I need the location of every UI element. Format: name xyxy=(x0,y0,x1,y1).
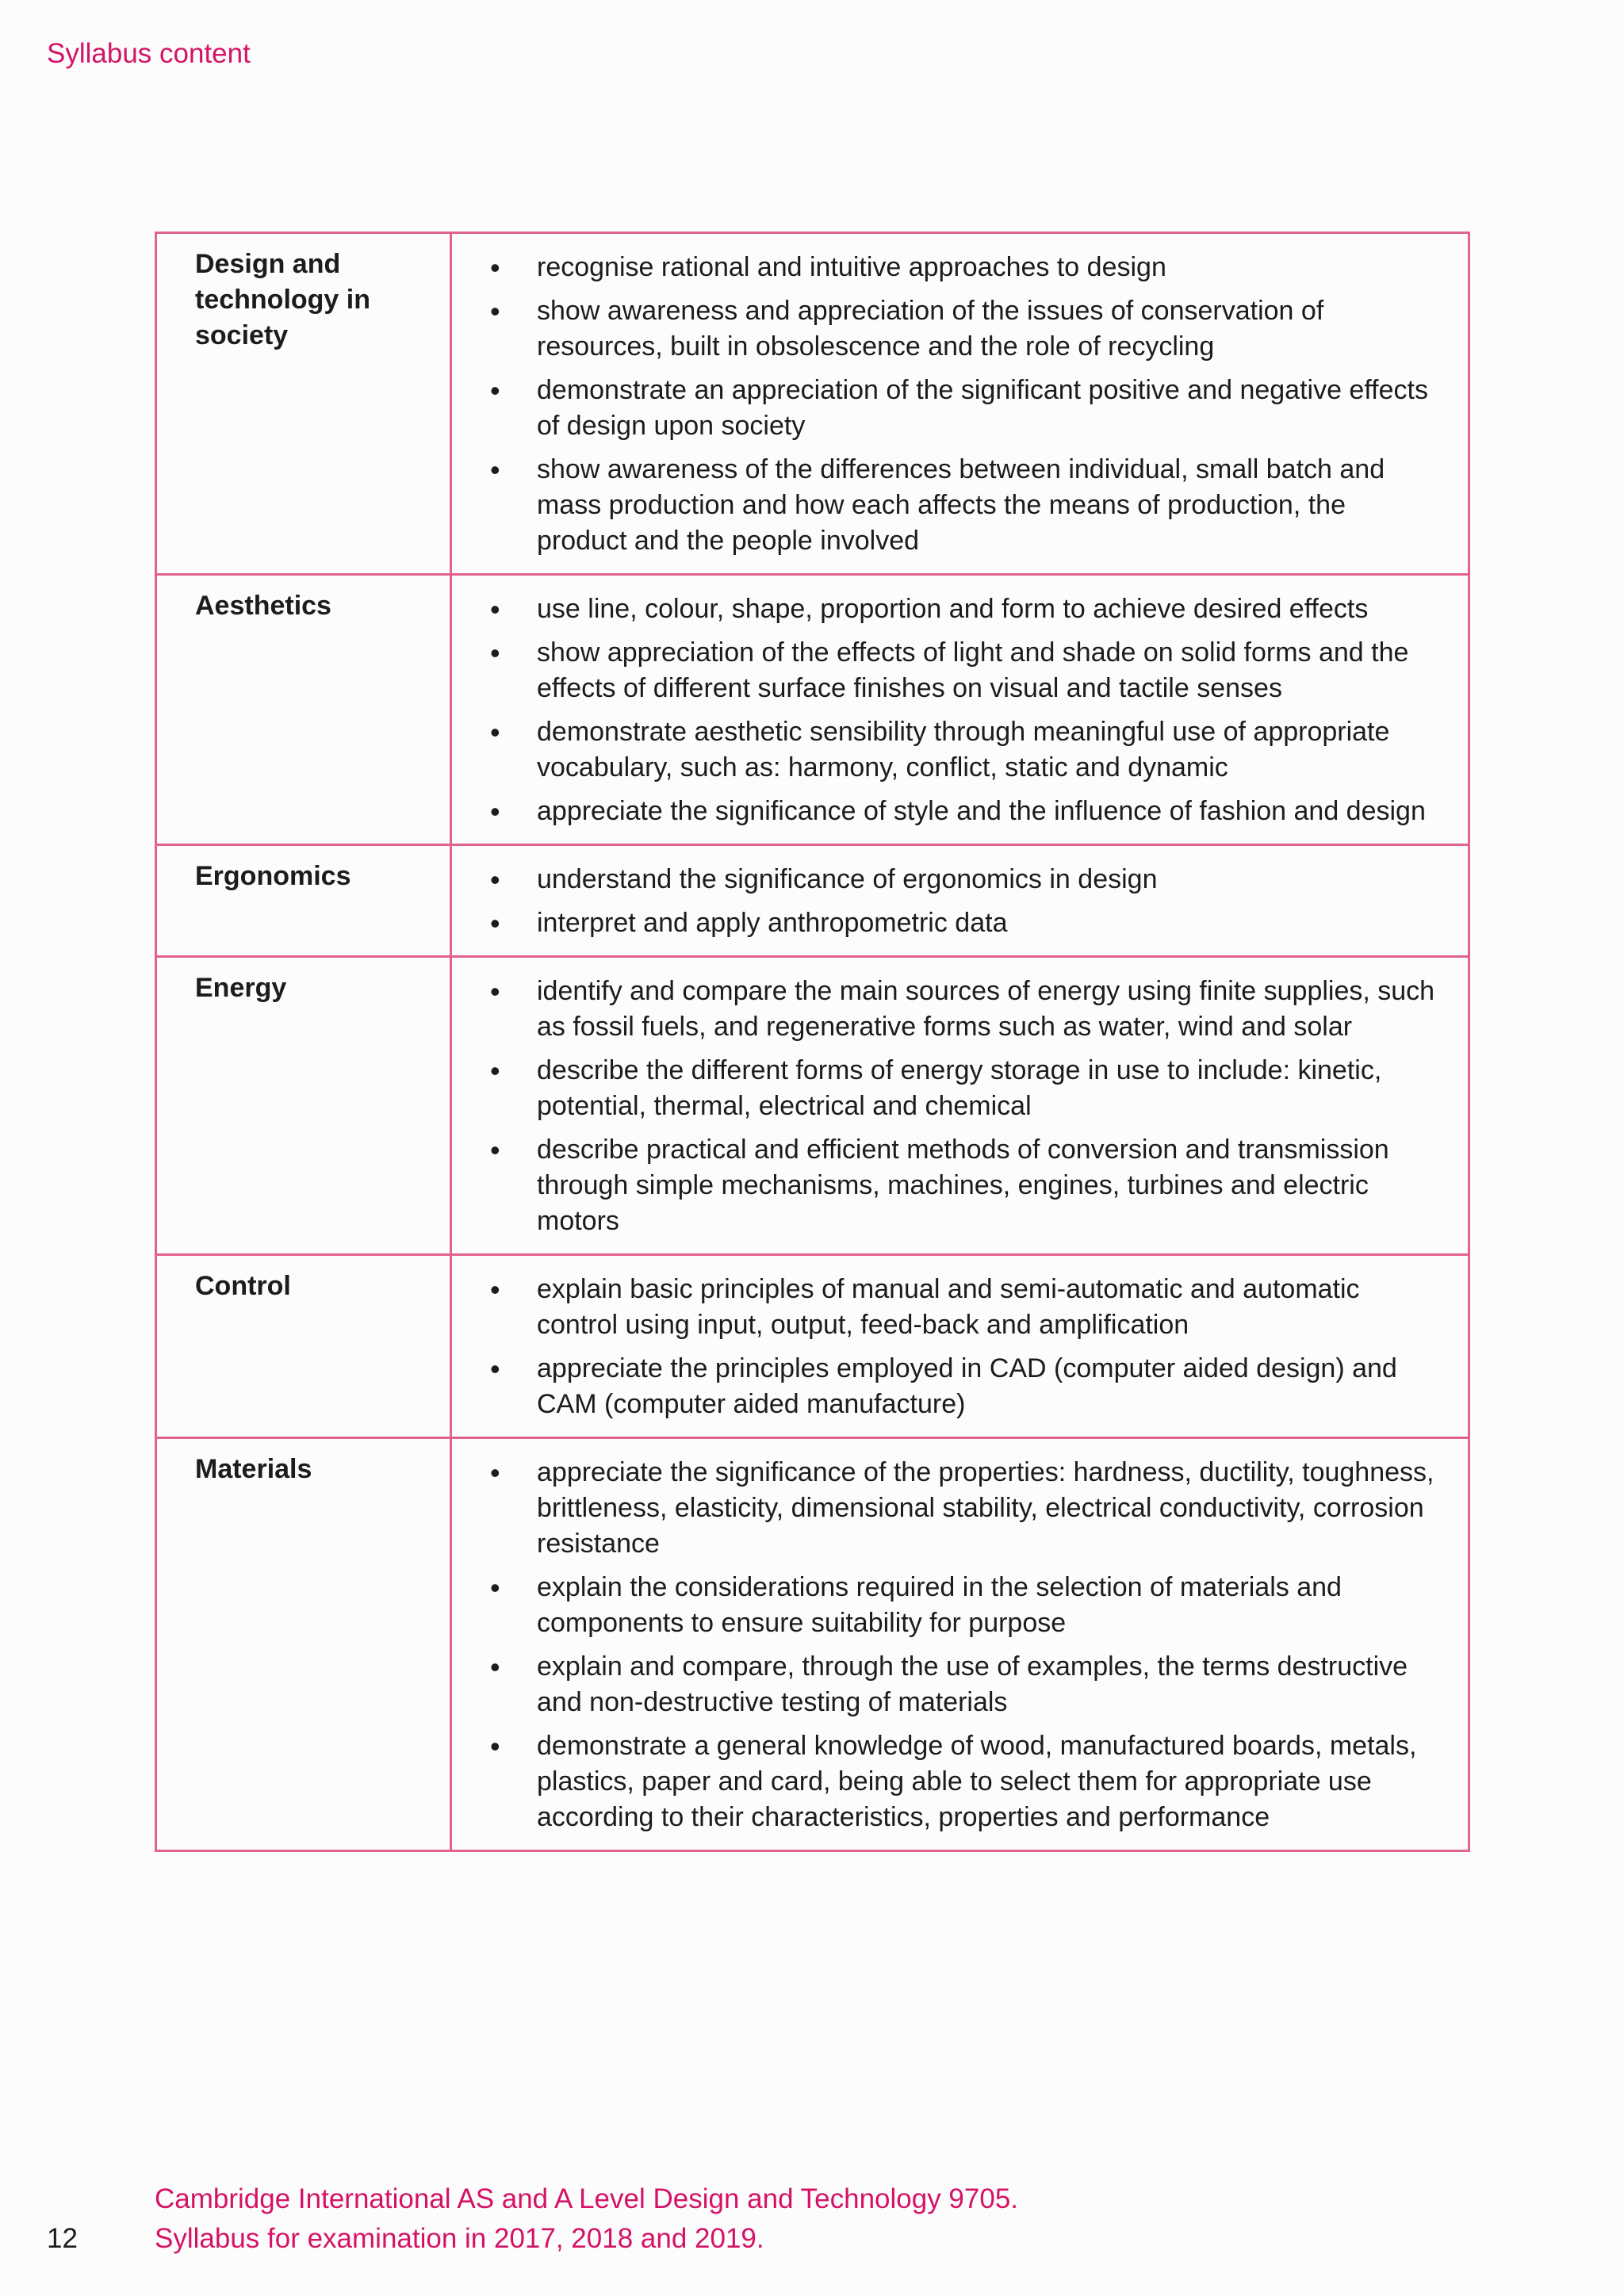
bullet-list xyxy=(452,1455,1436,1835)
footer-exam-years: Syllabus for examination in 2017, 2018 and 2019. xyxy=(155,2223,764,2254)
list-item: • appreciate the significance of style and the influence of fashion and design xyxy=(452,794,1436,829)
bullet-list xyxy=(452,250,1436,559)
footer-syllabus-title: Cambridge International AS and A Level Design and Technology 9705. xyxy=(155,2183,1019,2214)
bullet-list xyxy=(452,1272,1436,1422)
list-item: • describe practical and efficient methods of conversion and transmission through simple mechanisms, machines, engines, turbines and electric motors xyxy=(452,1132,1436,1239)
points-cell xyxy=(451,957,1469,1255)
bullet-list xyxy=(452,591,1436,829)
table-row xyxy=(156,575,1469,845)
list-item: • describe the different forms of energy storage in use to include: kinetic, potential, thermal, electrical and chemical xyxy=(452,1053,1436,1124)
table-row xyxy=(156,233,1469,575)
list-item: • show awareness and appreciation of the issues of conservation of resources, built in obsolescence and the role of recycling xyxy=(452,293,1436,365)
list-item: • show appreciation of the effects of light and shade on solid forms and the effects of different surface finishes on visual and tactile senses xyxy=(452,635,1436,706)
syllabus-table xyxy=(155,232,1470,1852)
topic-cell: Aesthetics xyxy=(156,575,451,845)
points-cell xyxy=(451,233,1469,575)
list-item: • explain basic principles of manual and semi-automatic and automatic control using input, output, feed-back and amplification xyxy=(452,1272,1436,1343)
list-item: • explain the considerations required in the selection of materials and components to ensure suitability for purpose xyxy=(452,1570,1436,1641)
topic-cell: Energy xyxy=(156,957,451,1255)
topic-cell: Design and technology in society xyxy=(156,233,451,575)
bullet-list xyxy=(452,974,1436,1239)
topic-cell: Control xyxy=(156,1255,451,1438)
table-row xyxy=(156,1255,1469,1438)
table-row xyxy=(156,957,1469,1255)
table-row xyxy=(156,1438,1469,1851)
section-header: Syllabus content xyxy=(47,38,251,69)
points-cell xyxy=(451,575,1469,845)
list-item: • recognise rational and intuitive approaches to design xyxy=(452,250,1436,285)
bullet-list xyxy=(452,862,1436,941)
points-cell xyxy=(451,1438,1469,1851)
list-item: • understand the significance of ergonomics in design xyxy=(452,862,1436,897)
list-item: • demonstrate aesthetic sensibility through meaningful use of appropriate vocabulary, such as: harmony, conflict, static and dynamic xyxy=(452,714,1436,786)
list-item: • show awareness of the differences between individual, small batch and mass production and how each affects the means of production, the product and the people involved xyxy=(452,452,1436,559)
list-item: • appreciate the principles employed in CAD (computer aided design) and CAM (computer aided manufacture) xyxy=(452,1351,1436,1422)
list-item: • interpret and apply anthropometric data xyxy=(452,905,1436,941)
points-cell xyxy=(451,1255,1469,1438)
page-number: 12 xyxy=(47,2223,78,2254)
syllabus-table-body xyxy=(156,233,1469,1851)
list-item: • appreciate the significance of the properties: hardness, ductility, toughness, brittleness, elasticity, dimensional stability, electrical conductivity, corrosion resistance xyxy=(452,1455,1436,1562)
list-item: • use line, colour, shape, proportion and form to achieve desired effects xyxy=(452,591,1436,627)
points-cell xyxy=(451,845,1469,957)
list-item: • explain and compare, through the use of examples, the terms destructive and non-destructive testing of materials xyxy=(452,1649,1436,1720)
table-row xyxy=(156,845,1469,957)
list-item: • identify and compare the main sources of energy using finite supplies, such as fossil fuels, and regenerative forms such as water, wind and solar xyxy=(452,974,1436,1045)
topic-cell: Ergonomics xyxy=(156,845,451,957)
list-item: • demonstrate a general knowledge of wood, manufactured boards, metals, plastics, paper and card, being able to select them for appropriate use according to their characteristics, properties and performance xyxy=(452,1728,1436,1835)
topic-cell: Materials xyxy=(156,1438,451,1851)
list-item: • demonstrate an appreciation of the significant positive and negative effects of design upon society xyxy=(452,373,1436,444)
